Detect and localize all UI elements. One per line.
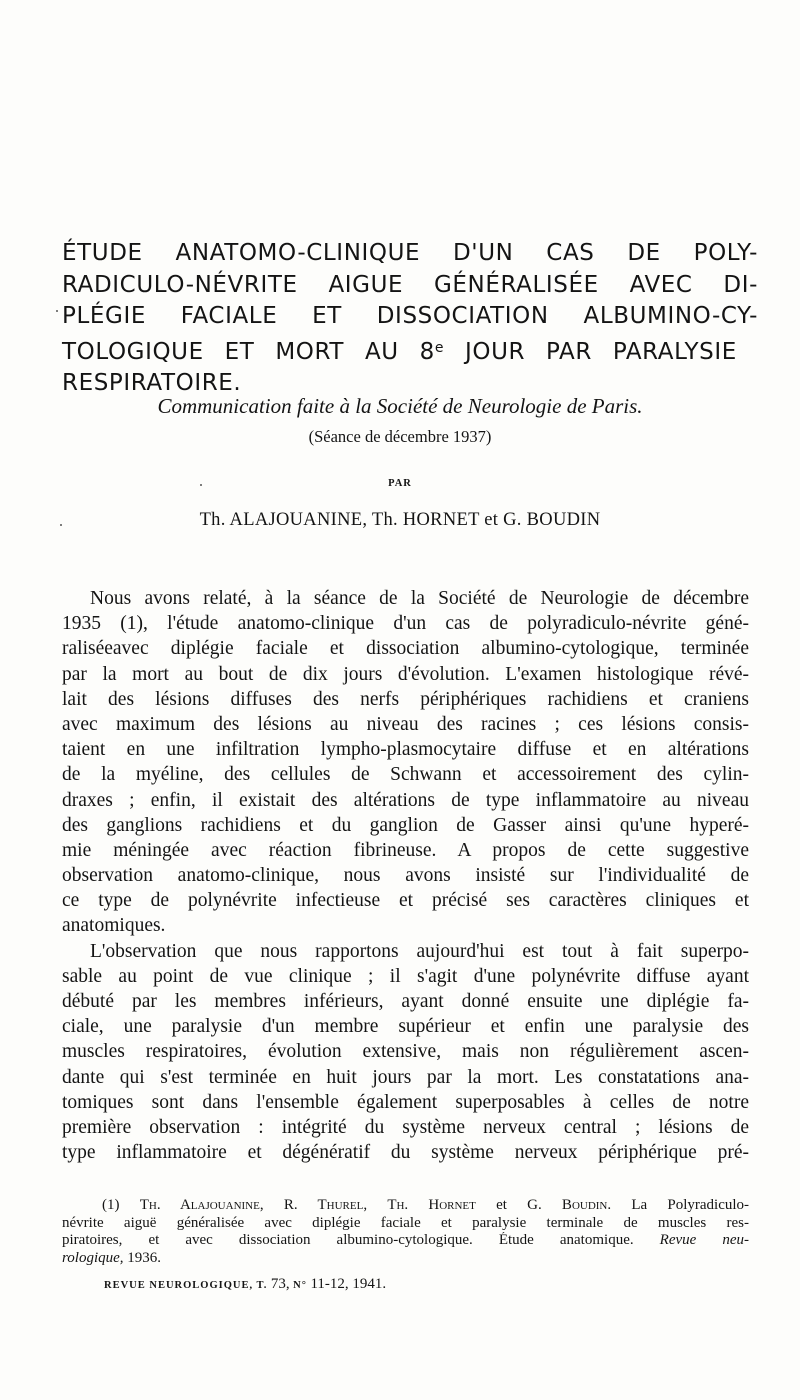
body-line: draxes ; enfin, il existait des altérations de type inflammatoire au niveau: [62, 789, 749, 811]
body-line: ce type de polynévrite infectieuse et précisé ses caractères cliniques et: [62, 890, 749, 912]
body-line: 1935 (1), l'étude anatomo-clinique d'un cas de polyradiculo-névrite géné-: [62, 613, 749, 635]
footnote-author: R. Thurel,: [283, 1197, 368, 1213]
authors-line: Th. ALAJOUANINE, Th. HORNET et G. BOUDIN: [199, 510, 601, 530]
body-line: L'observation que nous rapportons aujourd'hui est tout à fait superpo-: [90, 940, 749, 962]
footnote-author: Th. Alajouanine,: [139, 1197, 264, 1213]
body-line: tomiques sont dans l'ensemble également superposables à celles de notre: [62, 1091, 749, 1113]
body-line: de la myéline, des cellules de Schwann et accessoirement des cylin-: [62, 764, 749, 786]
body-line: débuté par les membres inférieurs, ayant donné ensuite une diplégie fa-: [62, 991, 749, 1012]
title-line: TOLOGIQUE ET MORT AU 8e JOUR PAR PARALYSIE: [62, 338, 737, 365]
journal-name: Revue neu-: [659, 1232, 749, 1249]
body-line: dante qui s'est terminée en huit jours par la mort. Les constatations ana-: [62, 1066, 749, 1088]
paper-speck: [200, 484, 202, 486]
seance-date: (Séance de décembre 1937): [308, 427, 492, 446]
article-title: [62, 238, 758, 400]
body-line: anatomiques.: [62, 915, 166, 937]
body-line: des ganglions rachidiens et du ganglion de Gasser ainsi qu'une hyperé-: [62, 814, 749, 836]
journal-name: rologique,: [62, 1249, 124, 1266]
footnote-author: Th. Hornet: [387, 1197, 476, 1213]
paper-speck: [56, 310, 58, 312]
title-line: ÉTUDE ANATOMO-CLINIQUE D'UN CAS DE POLY-: [62, 240, 758, 266]
footnote-line: névrite aiguë généralisée avec diplégie faciale et paralysie terminale de muscles res-: [62, 1214, 749, 1231]
footnote: [62, 1197, 749, 1267]
footer-issue-label: N°: [293, 1280, 307, 1291]
body-line: muscles respiratoires, évolution extensive, mais non régulièrement ascen-: [62, 1041, 749, 1063]
body-line: sable au point de vue clinique ; il s'agit d'une polynévrite diffuse ayant: [62, 965, 749, 987]
page-footer: [104, 1276, 386, 1293]
footnote-author: G. Boudin.: [527, 1197, 612, 1213]
paper-speck: [60, 524, 62, 526]
footer-issue: 11-12, 1941.: [310, 1276, 387, 1292]
title-line: PLÉGIE FACIALE ET DISSOCIATION ALBUMINO-CY-: [62, 303, 758, 329]
title-line: RESPIRATOIRE.: [62, 370, 242, 396]
footnote-line: (1) Th. Alajouanine, R. Thurel, Th. Hornet et G. Boudin. La Polyradiculo-: [102, 1197, 749, 1213]
footnote-line: piratoires, et avec dissociation albumino-cytologique. Étude anatomique. Revue neu-: [62, 1232, 749, 1249]
body-line: avec maximum des lésions au niveau des racines ; ces lésions consis-: [62, 713, 749, 735]
body-line: raliséeavec diplégie faciale et dissociation albumino-cytologique, terminée: [62, 638, 749, 660]
title-line: RADICULO-NÉVRITE AIGUE GÉNÉRALISÉE AVEC DI-: [62, 271, 758, 298]
body-line: Nous avons relaté, à la séance de la Société de Neurologie de décembre: [90, 588, 749, 609]
body-line: par la mort au bout de dix jours d'évolution. L'examen histologique révé-: [62, 663, 749, 685]
footnote-line: rologique, 1936.: [62, 1249, 162, 1266]
body-line: observation anatomo-clinique, nous avons insisté sur l'individualité de: [62, 865, 749, 887]
communication-subtitle: Communication faite à la Société de Neurologie de Paris.: [157, 394, 643, 418]
article-body: [62, 586, 749, 1165]
ordinal-superscript: e: [434, 339, 445, 356]
body-line: mie méningée avec réaction fibrineuse. A propos de cette suggestive: [62, 839, 749, 861]
by-label: PAR: [388, 478, 412, 489]
footer-volume: 73,: [270, 1276, 290, 1292]
body-line: lait des lésions diffuses des nerfs périphériques rachidiens et craniens: [62, 688, 749, 710]
body-line: taient en une infiltration lympho-plasmocytaire diffuse et en altérations: [62, 739, 749, 761]
body-line: ciale, une paralysie d'un membre supérieur et enfin une paralysie des: [62, 1016, 749, 1038]
body-line: type inflammatoire et dégénératif du système nerveux périphérique pré-: [62, 1142, 749, 1164]
footer-journal: REVUE NEUROLOGIQUE, T.: [104, 1280, 268, 1291]
body-line: première observation : intégrité du système nerveux central ; lésions de: [62, 1116, 749, 1138]
